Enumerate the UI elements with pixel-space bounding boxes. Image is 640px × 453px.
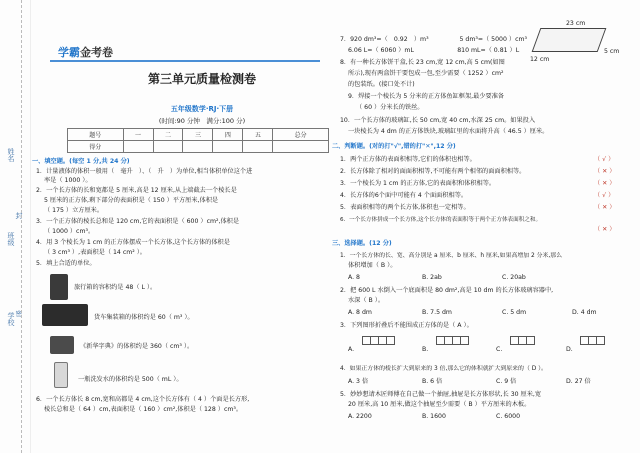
choice-option: C.	[496, 346, 503, 353]
score-header: 五	[243, 129, 273, 141]
choice-question: 水深（ B ）。	[348, 297, 385, 304]
choice-question: 4．如果正方体的棱长扩大到原来的 3 倍,那么它的体积就扩大到原来的（ D ）。	[340, 366, 547, 372]
judge-item: 2．长方体除了相对的面面积相等,不可能有两个相邻的面面积相等。	[340, 168, 526, 175]
score-cell[interactable]	[123, 141, 153, 153]
choice-question: 体积增加（ B ）。	[348, 262, 397, 269]
judge-item: 3．一个棱长为 1 cm 的正方体,它的表面积和体积相等。	[340, 180, 496, 187]
choice-question: 20 厘米,高 10 厘米,做这个抽屉至少需要（ B ）平方厘米的木板。	[348, 401, 531, 408]
judge-item: 6．一个长方体拼成一个长方体,这个长方体的表面积等于两个正方体表面积之和。	[340, 217, 542, 223]
question-line: 2．一个长方体的长和宽都是 5 厘米,高是 12 厘米,从上端截去一个棱长是	[36, 187, 237, 194]
judge-answer: （ √ ）	[594, 156, 615, 163]
question-line: 《新华字典》的体积约是 360（ cm³ ）。	[80, 343, 194, 350]
question-line: 所示),现有两盒饼干要包成一包,至少需要（ 1252 ）cm²	[348, 70, 504, 77]
left-column	[32, 0, 322, 453]
choice-option: B. 2ab	[422, 274, 442, 281]
question-line: （ 175 ）立方厘米。	[44, 207, 104, 214]
question-line: 5．填上合适的单位。	[36, 260, 96, 267]
judge-answer: （ ✕ ）	[594, 204, 616, 211]
choice-question: 3．下列图形折叠后不能围成正方体的是（ A ）。	[340, 322, 473, 329]
gutter-seal-label: 封	[15, 212, 23, 219]
shampoo-bottle-image	[54, 362, 68, 388]
question-line: 一块棱长为 4 dm 的正方体铁块,玻璃缸里的水面将升高（ 46.5 ）厘米。	[348, 128, 549, 135]
box-height-label: 5 cm	[604, 48, 620, 55]
page-title: 第三单元质量检测卷	[147, 72, 256, 86]
right-column	[332, 0, 632, 453]
grade-subtitle: 五年级数学·RJ·下册	[170, 105, 234, 113]
brand-logo: 学霸金考卷	[58, 46, 113, 59]
section-choice-title: 三、选择题。(12 分)	[332, 240, 392, 247]
judge-answer: （ ✕ ）	[594, 180, 616, 187]
score-header: 二	[153, 129, 183, 141]
question-line: 1．计量液体的体积一般用（ 毫升 ）、（ 升 ）为单位,相当体积单位这个进	[36, 168, 253, 175]
suitcase-image	[50, 274, 68, 300]
choice-option: B. 6 倍	[422, 378, 443, 385]
question-line: （ 1000 ）cm³。	[44, 228, 95, 235]
question-line: 5 厘米的正方体,剩下部分的表面积是（ 150 ）平方厘米,体积是	[44, 197, 219, 204]
score-cell[interactable]	[183, 141, 213, 153]
net-figure-d	[580, 336, 604, 344]
truck-image	[42, 304, 88, 326]
question-line: （ 60 ）分米长的铁丝。	[356, 104, 424, 111]
question-line: 率是（ 1000 ）。	[44, 177, 92, 184]
choice-option: A. 3 倍	[348, 378, 369, 385]
question-line: （ 3 cm³ ）,表面积是（ 14 cm² ）。	[44, 249, 146, 256]
choice-question: 5．妙妙想请木匠师傅在自己做一个抽屉,抽屉是长方体形状,长 30 厘米,宽	[340, 391, 542, 398]
choice-option: A. 8 dm	[348, 309, 372, 316]
cut-line	[21, 0, 22, 453]
question-line: 的包装纸。(接口处不计)	[348, 81, 415, 88]
choice-question: 1．一个长方体的长、宽、高分别是 a 厘米、b 厘米、h 厘米,如果高增加 2 分米,那么	[340, 253, 563, 259]
question-line: 9．焊接一个棱长为 5 分米的正方体鱼缸框架,最少要准备	[348, 93, 505, 100]
score-header: 四	[213, 129, 243, 141]
judge-answer: （ ✕ ）	[594, 168, 616, 175]
net-figure-a	[362, 336, 394, 344]
question-line: 一瓶洗发水的体积约是 500（ mL ）。	[78, 376, 183, 383]
score-header: 题号	[68, 129, 124, 141]
choice-option: C. 5 dm	[502, 309, 527, 316]
gutter-name-label: 姓名	[7, 148, 15, 162]
choice-option: A. 8	[348, 274, 360, 281]
time-score-subtitle: (时间:90 分钟 满分:100 分)	[158, 117, 246, 125]
score-cell[interactable]	[273, 141, 329, 153]
biscuit-box-figure	[532, 28, 607, 52]
question-line: 旅行箱的容积约是 48（ L ）。	[74, 284, 157, 291]
choice-option: C. 9 倍	[496, 378, 517, 385]
question-line: 3．一个正方体的棱长总和是 120 cm,它的表面积是（ 600 ）cm²,体积是	[36, 218, 240, 225]
score-cell[interactable]	[213, 141, 243, 153]
choice-option: B. 7.5 dm	[422, 309, 452, 316]
section-fill-title: 一、填空题。(每空 1 分,共 24 分)	[32, 158, 130, 165]
question-line: 7．920 dm³=（ 0.92 ）m³ 5 dm³=（ 5000 ）cm³	[340, 36, 527, 43]
score-row-label: 得分	[68, 141, 124, 153]
dictionary-image	[50, 336, 74, 354]
choice-option: B.	[422, 346, 429, 353]
section-judge-title: 二、判断题。(对的打"√",错的打"✕",12 分)	[332, 143, 456, 150]
score-header: 一	[123, 129, 153, 141]
choice-question: 2．把 600 L 水倒入一个底面积是 80 dm²,高是 10 dm 的长方体玻璃容器中,	[340, 287, 554, 294]
gutter-class-label: 班级	[7, 232, 15, 246]
judge-answer: （ √ ）	[594, 192, 615, 199]
question-line: 4．用 3 个棱长为 1 cm 的正方体摆成一个长方体,这个长方体的体积是	[36, 239, 230, 246]
header-rule	[50, 60, 320, 62]
question-line: 8．有一种长方体饼干盒,长 23 cm,宽 12 cm,高 5 cm(如图	[340, 59, 505, 66]
gutter-seal2-label: 密	[15, 310, 23, 317]
judge-item: 4．长方体的6个面中可能有 4 个面面积相等。	[340, 192, 468, 199]
box-length-label: 23 cm	[566, 20, 586, 27]
question-line: 6.06 L=（ 6060 ）mL 810 mL=（ 0.81 ）L	[348, 47, 520, 54]
box-width-label: 12 cm	[530, 56, 550, 63]
question-line: 10．一个长方体的玻璃缸,长 50 cm,宽 40 cm,水深 25 cm。如果投入	[340, 117, 536, 124]
choice-option: C. 6000	[496, 413, 521, 420]
score-table	[67, 128, 329, 153]
score-header: 三	[183, 129, 213, 141]
gutter-school-label: 学校	[7, 312, 15, 326]
choice-option: A.	[348, 346, 355, 353]
choice-option: D. 4 dm	[572, 309, 597, 316]
choice-option: B. 1600	[422, 413, 446, 420]
question-line: 货车集装箱的体积约是 60（ m³ ）。	[94, 314, 194, 321]
judge-answer: （ ✕ ）	[594, 226, 616, 233]
choice-option: C. 20ab	[502, 274, 526, 281]
choice-option: A. 2200	[348, 413, 372, 420]
net-figure-c	[510, 336, 534, 344]
score-header: 总分	[273, 129, 329, 141]
net-figure-b	[436, 336, 468, 344]
choice-option: D.	[566, 346, 573, 353]
question-line: 6．一个长方体长 8 cm,宽和高都是 4 cm,这个长方体有（ 4 ）个面是长方形,	[36, 396, 250, 403]
judge-item: 5．表面积相等的两个长方体,体积也一定相等。	[340, 204, 470, 211]
judge-item: 1．两个正方体的表面积相等,它们的体积也相等。	[340, 156, 476, 163]
score-cell[interactable]	[243, 141, 273, 153]
question-line: 棱长总和是（ 64 ）cm,表面积是（ 160 ）cm²,体积是（ 128 ）cm³。	[44, 406, 243, 413]
score-cell[interactable]	[153, 141, 183, 153]
choice-option: D. 27 倍	[566, 378, 591, 385]
binding-gutter	[0, 0, 31, 453]
